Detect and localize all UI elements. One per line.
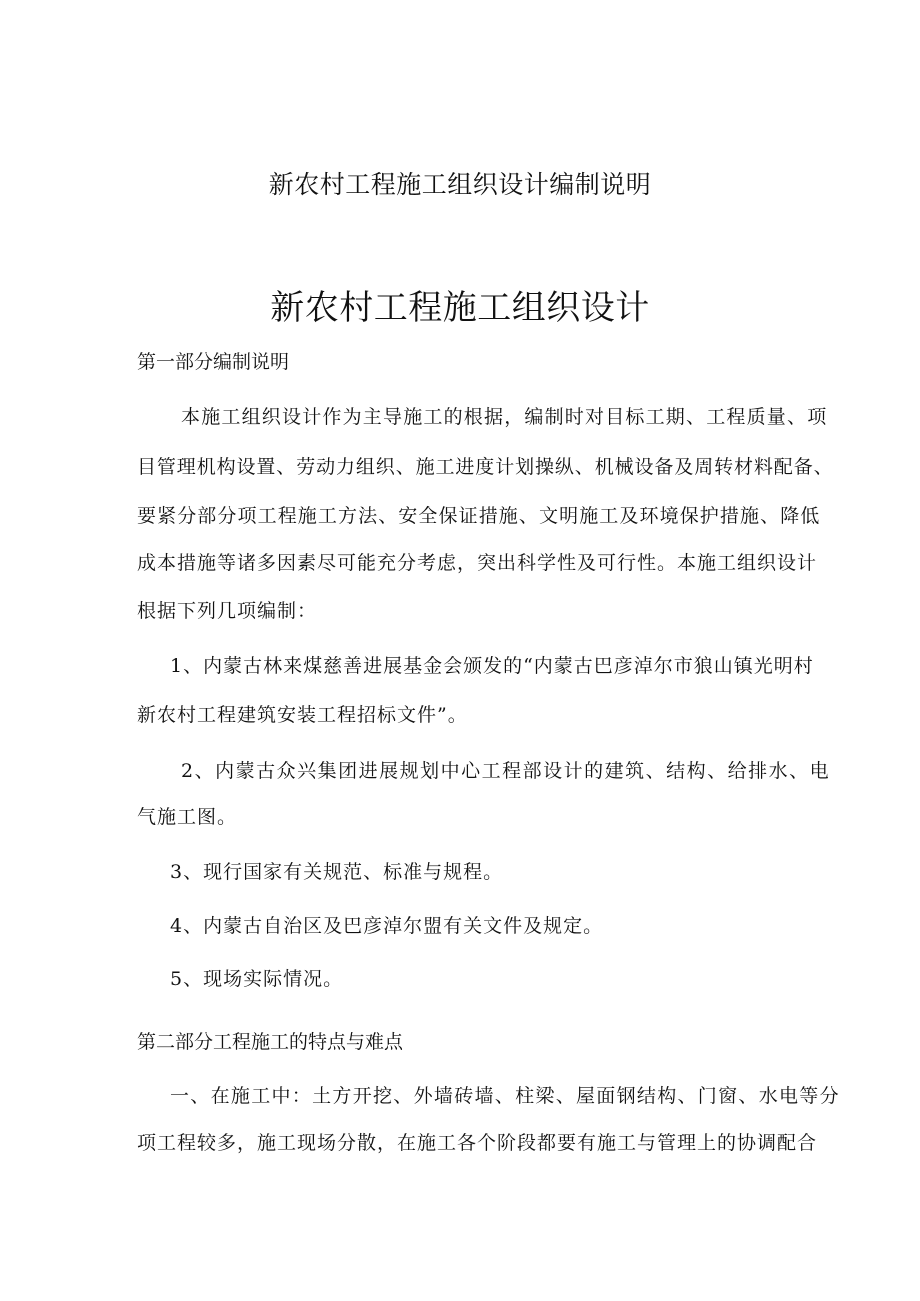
- list-item: 5、现场实际情况。: [170, 968, 344, 990]
- paragraph-line: 要紧分部分项工程施工方法、安全保证措施、文明施工及环境保护措施、降低: [137, 505, 821, 527]
- paragraph-line: 成本措施等诸多因素尽可能充分考虑，突出科学性及可行性。本施工组织设计: [137, 552, 818, 574]
- list-item: 新农村工程建筑安装工程招标文件”。: [137, 704, 468, 726]
- paragraph-line: 本施工组织设计作为主导施工的根据，编制时对目标工期、工程质量、项: [181, 406, 828, 428]
- paragraph-line: 一、在施工中：土方开挖、外墙砖墙、柱梁、屋面钢结构、门窗、水电等分: [170, 1085, 840, 1107]
- list-item: 2、内蒙古众兴集团进展规划中心工程部设计的建筑、结构、给排水、电: [181, 760, 831, 782]
- section-heading-2: 第二部分工程施工的特点与难点: [137, 1031, 404, 1053]
- list-item: 气施工图。: [137, 806, 238, 828]
- paragraph-line: 项工程较多，施工现场分散，在施工各个阶段都要有施工与管理上的协调配合: [137, 1132, 818, 1154]
- section-heading-1: 第一部分编制说明: [137, 351, 290, 373]
- paragraph-line: 目管理机构设置、劳动力组织、施工进度计划操纵、机械设备及周转材料配备、: [137, 456, 834, 478]
- document-title: 新农村工程施工组织设计编制说明: [268, 170, 652, 199]
- list-item: 1、内蒙古林来煤慈善进展基金会颁发的“内蒙古巴彦淖尔市狼山镇光明村: [170, 655, 814, 677]
- main-title: 新农村工程施工组织设计: [270, 288, 650, 328]
- paragraph-line: 根据下列几项编制：: [137, 600, 318, 622]
- list-item: 3、现行国家有关规范、标准与规程。: [170, 861, 504, 883]
- list-item: 4、内蒙古自治区及巴彦淖尔盟有关文件及规定。: [170, 915, 604, 937]
